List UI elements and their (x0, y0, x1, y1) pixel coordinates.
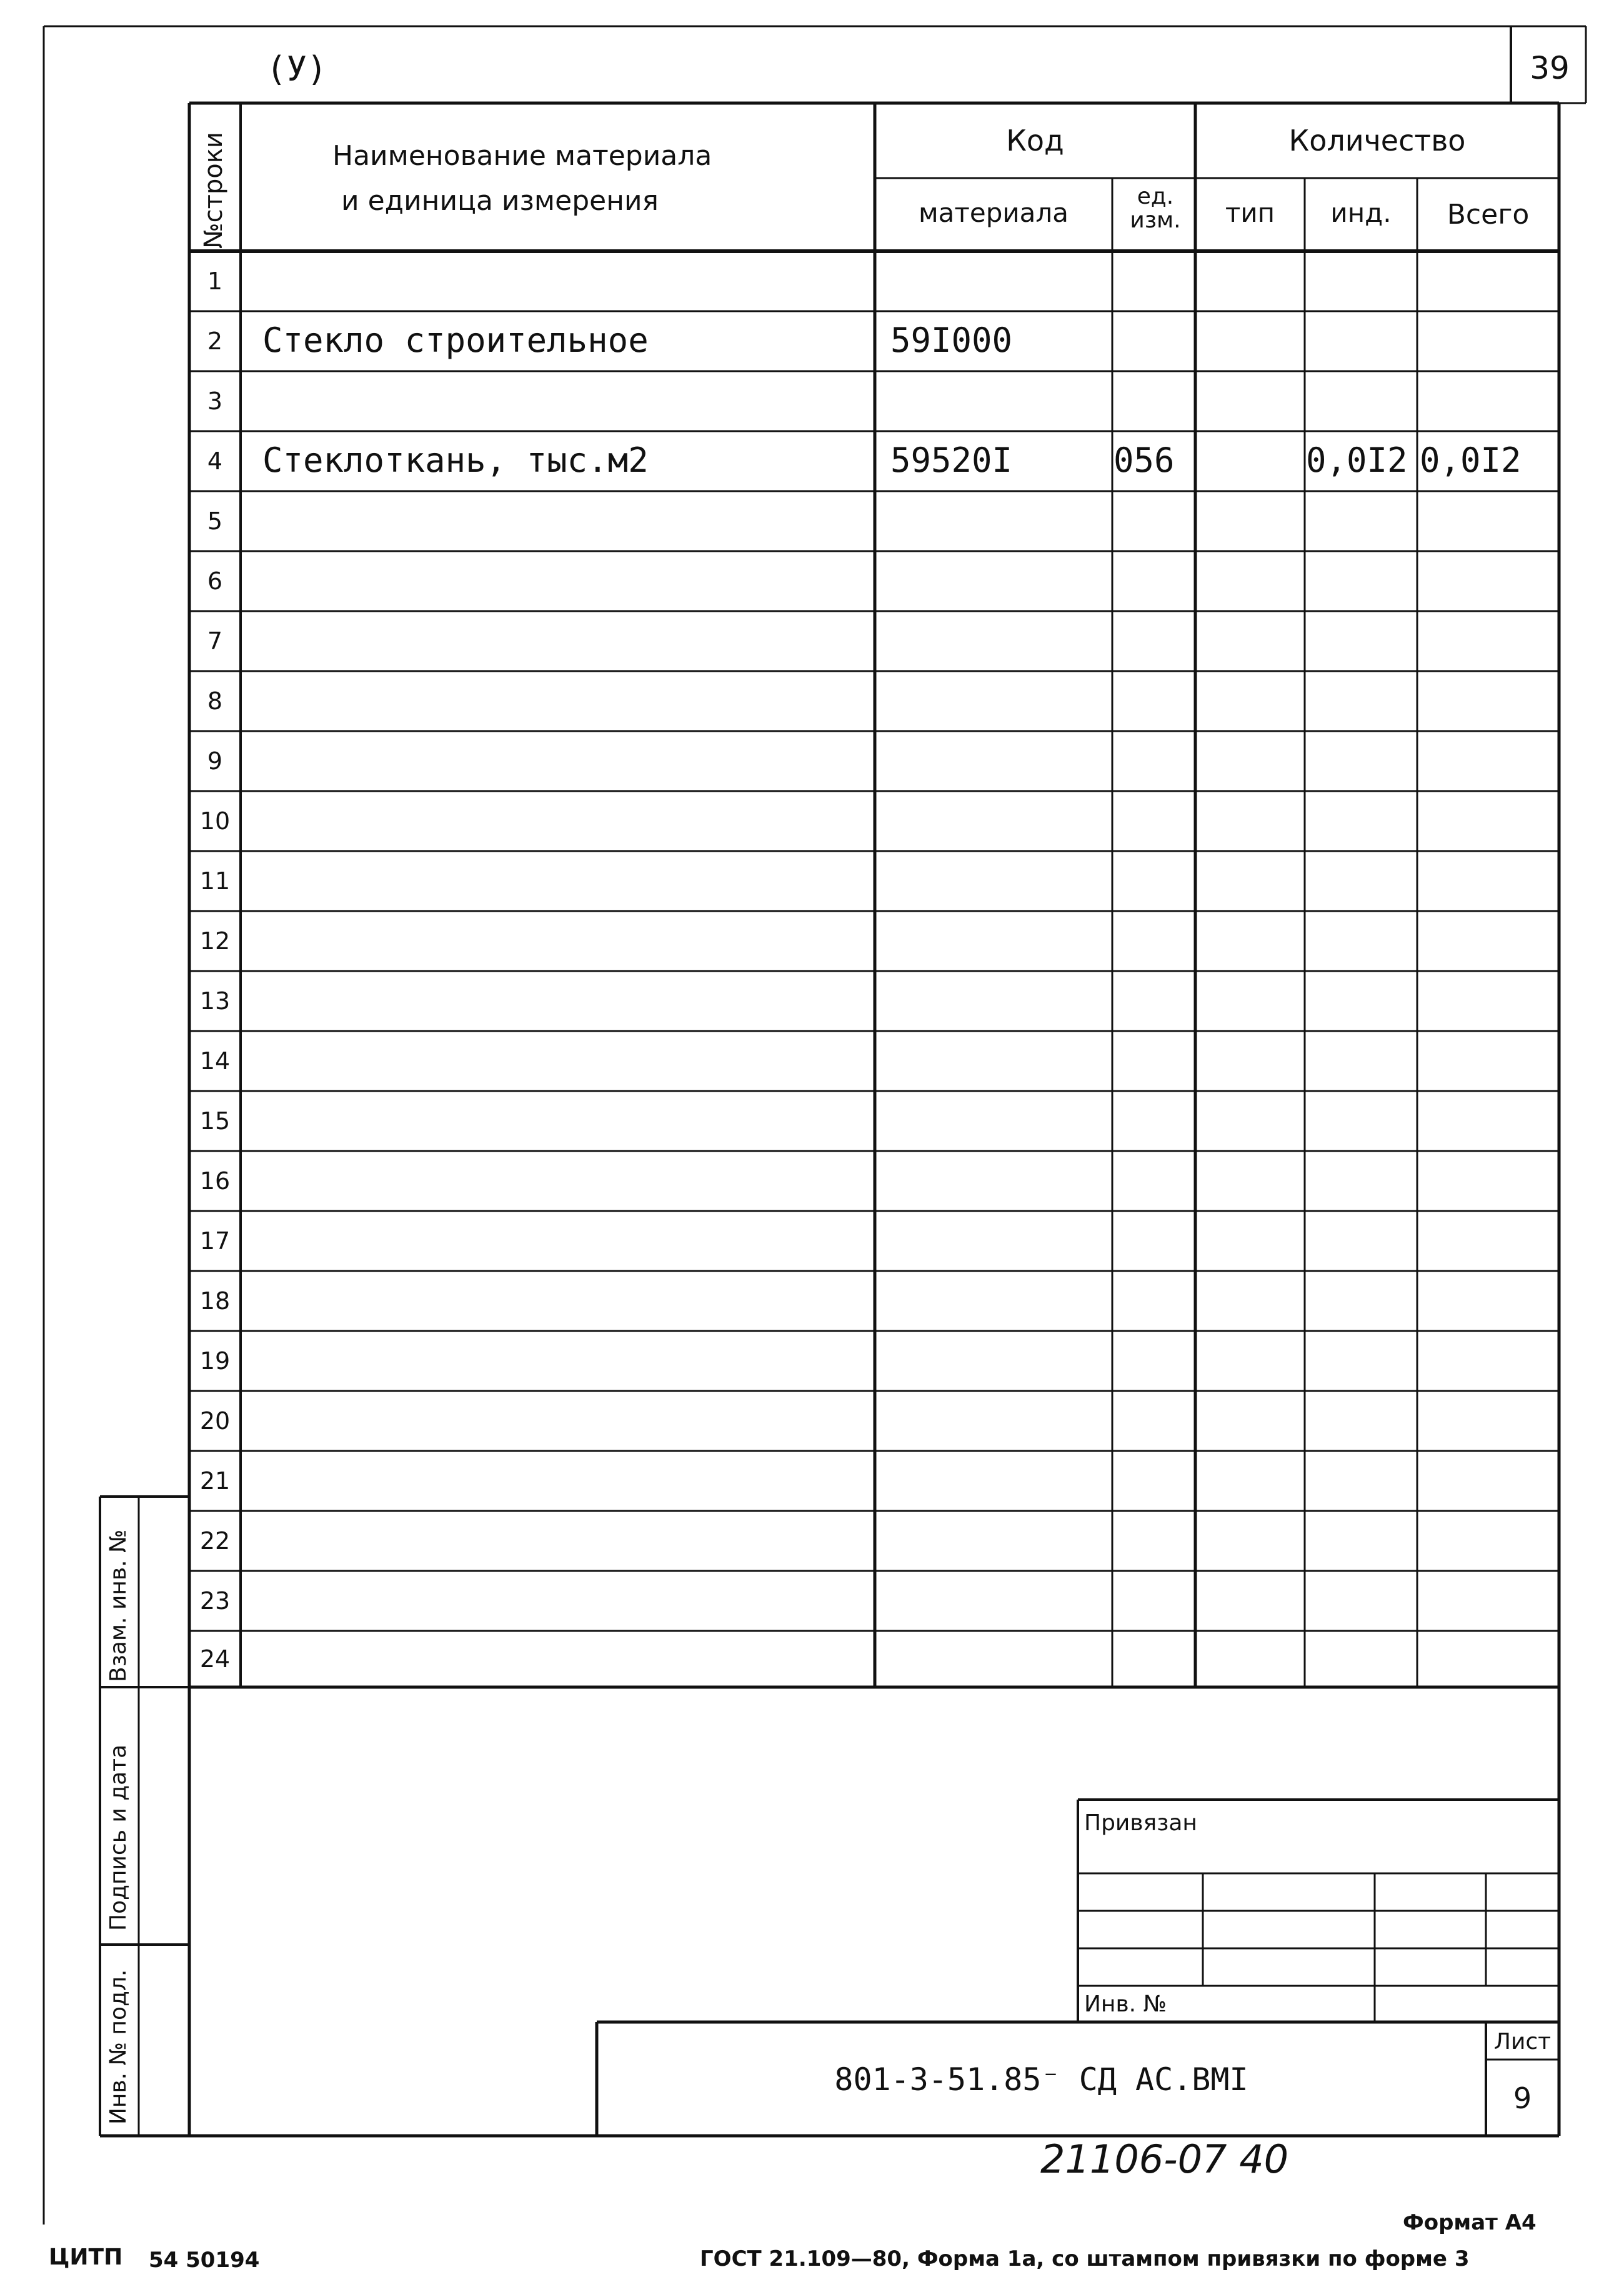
row-number: 5 (207, 507, 223, 535)
handwritten-code: 21106-07 40 (1040, 2136, 1289, 2182)
row-number: 24 (199, 1645, 231, 1673)
cell-name: Стекло строительное (262, 321, 649, 360)
side-signature-date: Подпись и дата (106, 1744, 131, 1931)
cell-code: 59I000 (890, 321, 1013, 360)
row-number: 4 (207, 447, 223, 475)
header-code-unit: ед. изм. (1130, 184, 1181, 233)
header-qty-ind: инд. (1330, 197, 1392, 228)
row-number: 19 (199, 1347, 231, 1375)
cell-unit: 056 (1113, 441, 1175, 480)
cell-name: Стеклоткань, тыс.м2 (262, 441, 649, 480)
side-inv-original: Инв. № подл. (106, 1969, 131, 2125)
footer-org: ЦИТП (49, 2245, 123, 2270)
row-number: 15 (199, 1107, 231, 1135)
row-number: 1 (207, 267, 223, 295)
row-number: 17 (199, 1227, 231, 1255)
stamp-designation: 801-3-51.85⁻ СД АС.ВМI (834, 2061, 1248, 2098)
header-name-line2: и единица измерения (341, 185, 659, 217)
row-number: 10 (199, 807, 231, 835)
row-number: 16 (199, 1167, 231, 1195)
row-number: 18 (199, 1287, 231, 1315)
row-number: 22 (199, 1527, 231, 1555)
row-number: 23 (199, 1587, 231, 1615)
cell-total: 0,0I2 (1420, 441, 1522, 480)
footer-order-number: 54 50194 (149, 2248, 260, 2273)
stamp-sheet-label: Лист (1493, 2029, 1552, 2055)
row-number: 2 (207, 327, 223, 355)
row-number: 13 (199, 987, 231, 1015)
header-code: Код (1006, 124, 1064, 157)
header-row-number: №строки (199, 132, 228, 249)
page-number: 39 (1530, 50, 1570, 86)
row-number: 12 (199, 927, 231, 955)
footer-standard: ГОСТ 21.109—80, Форма 1а, со штампом привязки по форме 3 (700, 2246, 1470, 2271)
header-name-line1: Наименование материала (332, 140, 712, 172)
header-qty-type: тип (1225, 197, 1275, 228)
stamp-bound-label: Привязан (1084, 1810, 1197, 1836)
header-quantity: Количество (1288, 124, 1466, 157)
side-replace-inv: Взам. инв. № (106, 1529, 131, 1682)
row-number: 7 (207, 627, 223, 655)
stamp-inv-label: Инв. № (1084, 1991, 1167, 2017)
row-number: 9 (207, 747, 223, 775)
header-code-material: материала (918, 197, 1069, 228)
stamp-sheet-number: 9 (1513, 2081, 1532, 2115)
row-number: 21 (199, 1467, 231, 1495)
header-qty-total: Всего (1447, 199, 1530, 231)
cell-ind: 0,0I2 (1306, 441, 1408, 480)
row-number: 6 (207, 567, 223, 595)
top-mark: (У) (266, 49, 327, 89)
row-number: 14 (199, 1047, 231, 1075)
format-label: Формат А4 (1403, 2210, 1537, 2235)
row-number: 8 (207, 687, 223, 715)
row-number: 3 (207, 387, 223, 415)
row-number: 20 (199, 1407, 231, 1435)
cell-code: 59520I (890, 441, 1013, 480)
row-number: 11 (199, 867, 231, 895)
